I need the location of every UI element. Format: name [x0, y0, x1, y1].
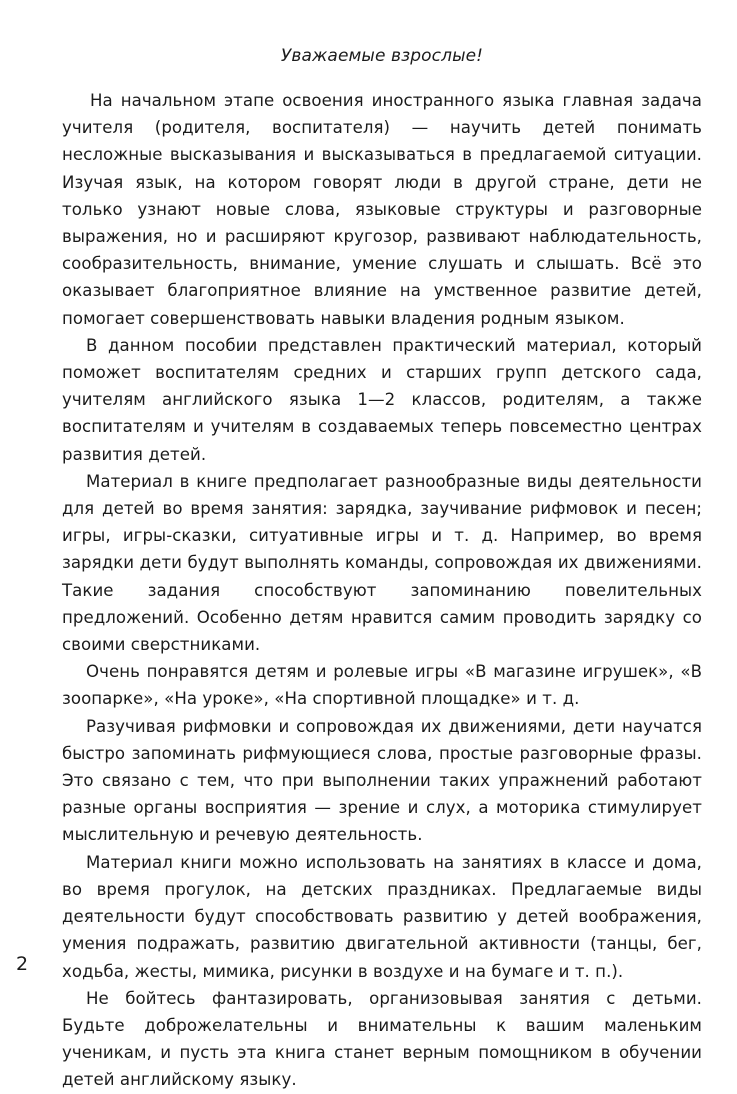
paragraph-6: Материал книги можно использовать на занятиях в классе и дома, во время прогулок, на детских праздниках. Предлагаемые виды деятельности будут способствовать развитию у детей воображения, умения подражать, развитию двигательной активности (танцы, бег, ходьба, жесты, мимика, рисунки в воздухе и на бумаге и т. п.). — [62, 852, 702, 981]
paragraph-7: Не бойтесь фантазировать, организовывая занятия с детьми. Будьте доброжелательны и внимательны к вашим маленьким ученикам, и пусть эта книга станет верным помощником в обучении детей английскому языку. — [62, 988, 702, 1090]
paragraph-1: На начальном этапе освоения иностранного языка главная задача учителя (родителя, воспитателя) — научить детей понимать несложные высказывания и высказываться в предлагаемой ситуации. Изучая язык, на котором говорят люди в другой стране, дети не только узнают новые слова, языковые структуры и разговорные выражения, но и расширяют кругозор, развивают наблюдательность, сообразительность, внимание, умение слушать и слышать. Всё это оказывает благоприятное влияние на умственное развитие детей, помогает совершенствовать навыки владения родным языком. — [62, 91, 702, 328]
page-number: 2 — [16, 953, 29, 975]
paragraph-5: Разучивая рифмовки и сопровождая их движениями, дети научатся быстро запоминать рифмующиеся слова, простые разговорные фразы. Это связано с тем, что при выполнении таких упражнений работают разные органы восприятия — зрение и слух, а моторика стимулирует мыслительную и речевую деятельность. — [62, 716, 702, 845]
body-text — [62, 87, 702, 1094]
page-heading: Уважаемые взрослые! — [280, 46, 484, 66]
paragraph-3: Материал в книге предполагает разнообразные виды деятельности для детей во время занятия: зарядка, заучивание рифмовок и песен; игры, игры-сказки, ситуативные игры и т. д. Например, во время зарядки дети будут выполнять команды, сопровождая их движениями. Такие задания способствуют запоминанию повелительных предложений. Особенно детям нравится самим проводить зарядку со своими сверстниками. — [62, 471, 702, 655]
paragraph-4: Очень понравятся детям и ролевые игры «В магазине игрушек», «В зоопарке», «На уроке», «На спортивной площадке» и т. д. — [62, 662, 702, 709]
paragraph-2: В данном пособии представлен практический материал, который поможет воспитателям средних и старших групп детского сада, учителям английского языка 1—2 классов, родителям, а также воспитателям и учителям в создаваемых теперь повсеместно центрах развития детей. — [62, 335, 702, 464]
